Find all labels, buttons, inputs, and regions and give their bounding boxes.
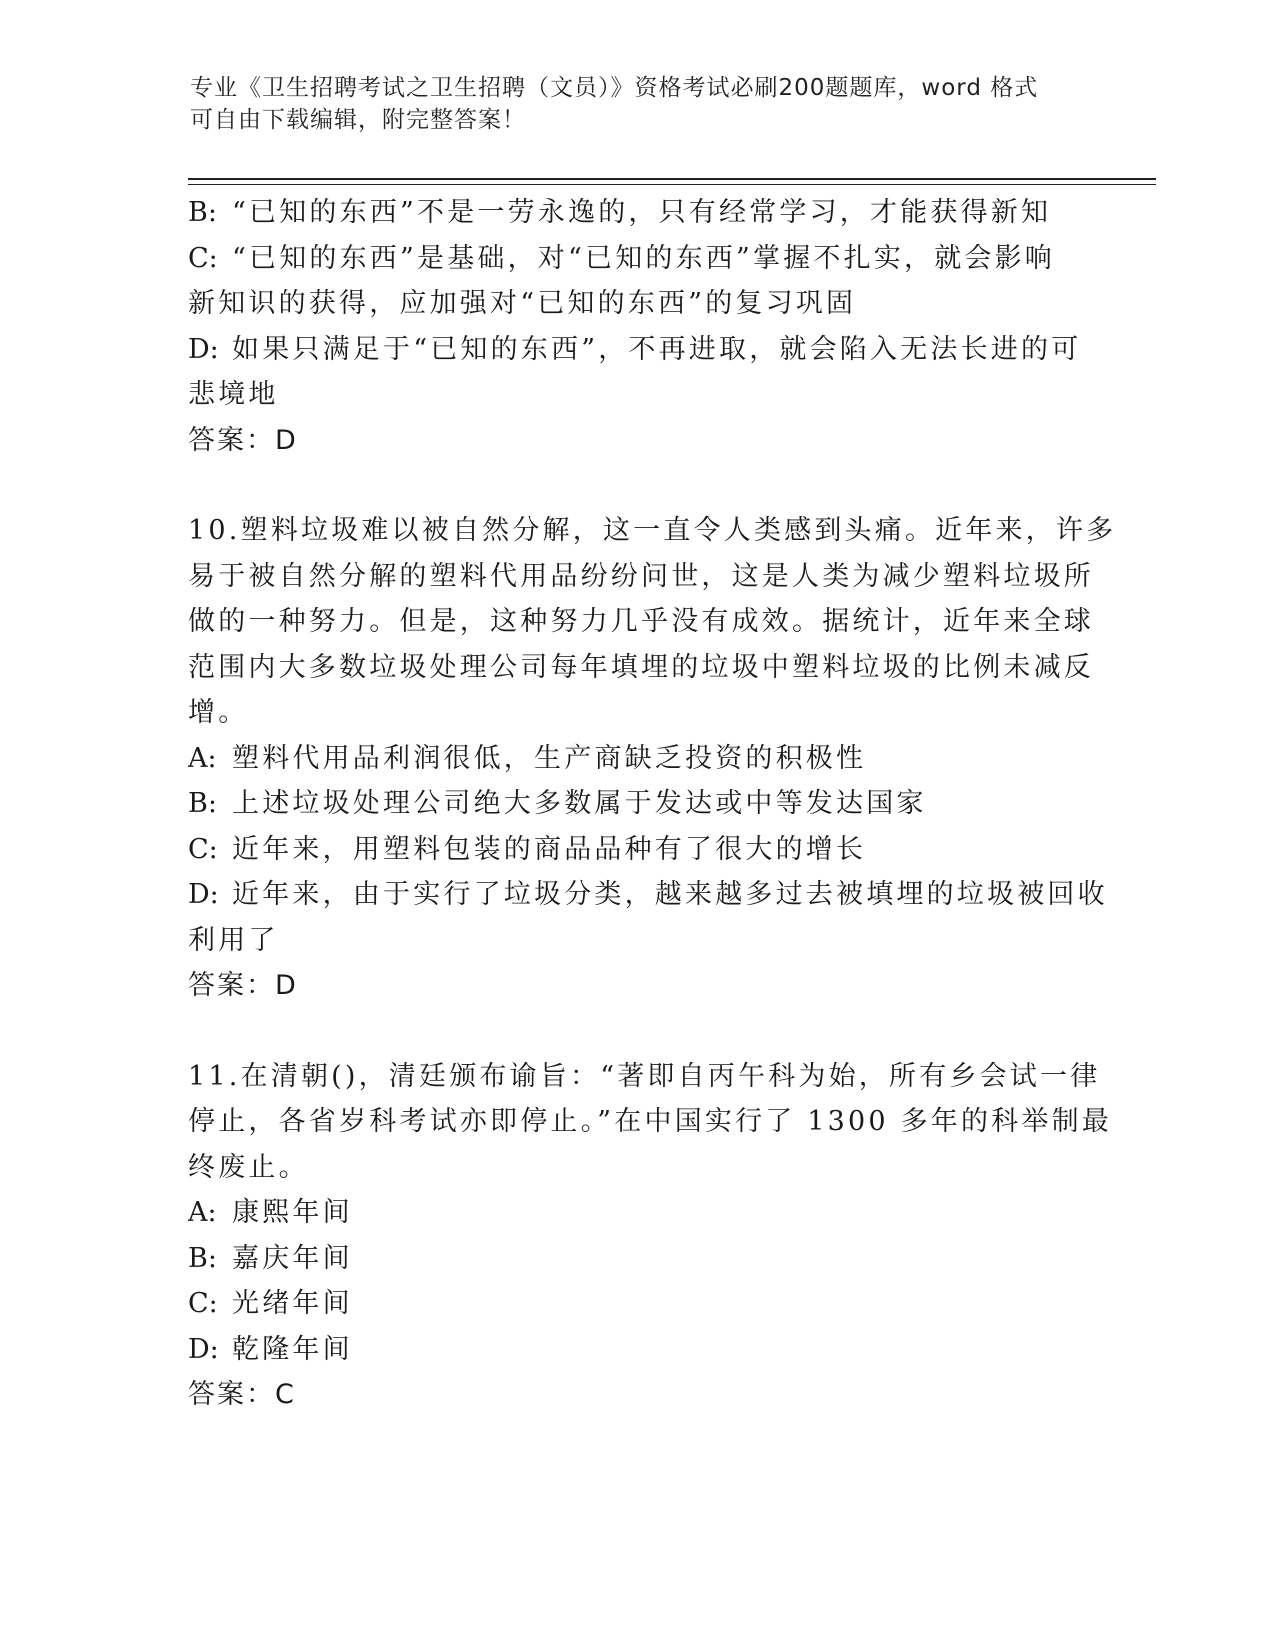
header-rule-thick [188,178,1156,180]
option-label: A: [188,742,217,774]
option-label: B: [188,1242,217,1274]
answer: 答案：D [188,424,298,456]
page-header [190,72,1070,136]
question-stem: 停止，各省岁科考试亦即停止。”在中国实行了 1300 多年的科举制最 [188,1106,1112,1137]
question-stem: 做的一种努力。但是，这种努力几乎没有成效。据统计，近年来全球 [188,606,1094,637]
spacer [188,1009,1088,1054]
question-stem: 10.塑料垃圾难以被自然分解，这一直令人类感到头痛。近年来，许多 [188,515,1117,546]
option-text: 嘉庆年间 [232,1242,353,1274]
answer: 答案：C [188,1379,296,1410]
option-label: B: [188,197,217,228]
option-text: “已知的东西”不是一劳永逸的，只有经常学习，才能获得新知 [232,197,1052,228]
option-c-continued: 新知识的获得，应加强对“已知的东西”的复习巩固 [188,288,857,319]
option-b [188,781,1088,827]
option-a [188,736,1088,782]
option-b [188,190,1088,236]
question-10 [188,508,1117,1009]
header-title-line-1: 专业《卫生招聘考试之卫生招聘（文员）》资格考试必刷200题题库，word 格式 [190,75,1039,101]
option-label: A: [188,1197,217,1228]
option-text: “已知的东西”是基础，对“已知的东西”掌握不扎实，就会影响 [232,242,1056,274]
option-c [188,236,1088,282]
option-text: 近年来，由于实行了垃圾分类，越来越多过去被填埋的垃圾被回收 [232,879,1108,910]
option-text: 塑料代用品利润很低，生产商缺乏投资的积极性 [232,742,867,774]
option-text: 康熙年间 [232,1197,353,1228]
option-d [188,1327,1088,1373]
header-rule-thin [188,184,1156,185]
option-text: 近年来，用塑料包装的商品品种有了很大的增长 [232,833,867,865]
answer: 答案：D [188,970,298,1001]
document-body [188,190,1117,1418]
option-text: 光绪年间 [232,1288,353,1319]
option-label: D: [188,1333,219,1365]
question-stem: 范围内大多数垃圾处理公司每年填埋的垃圾中塑料垃圾的比例未减反 [188,651,1094,683]
question-9-tail [188,190,1088,463]
option-label: C: [188,242,218,274]
question-stem: 易于被自然分解的塑料代用品纷纷问世，这是人类为减少塑料垃圾所 [188,560,1094,592]
option-d-continued: 悲境地 [188,379,279,410]
option-label: C: [188,1288,218,1319]
question-stem: 11.在清朝()，清廷颁布谕旨：“著即自丙午科为始，所有乡会试一律 [188,1060,1101,1092]
option-d-continued: 利用了 [188,924,279,956]
option-label: B: [188,788,217,819]
question-11 [188,1054,1112,1418]
spacer [188,463,1088,508]
option-label: D: [188,333,219,365]
option-d [188,872,1108,918]
option-a [188,1190,1088,1236]
option-text: 上述垃圾处理公司绝大多数属于发达或中等发达国家 [232,788,927,819]
option-label: D: [188,879,219,910]
option-d [188,327,1088,373]
option-c [188,827,1088,873]
question-stem: 增。 [188,697,249,728]
option-label: C: [188,833,218,865]
option-text: 如果只满足于“已知的东西”，不再进取，就会陷入无法长进的可 [232,333,1082,365]
question-stem: 终废止。 [188,1151,309,1183]
option-c [188,1281,1088,1327]
option-b [188,1236,1088,1282]
header-title-line-2: 可自由下载编辑，附完整答案！ [190,107,526,133]
option-text: 乾隆年间 [232,1333,353,1365]
